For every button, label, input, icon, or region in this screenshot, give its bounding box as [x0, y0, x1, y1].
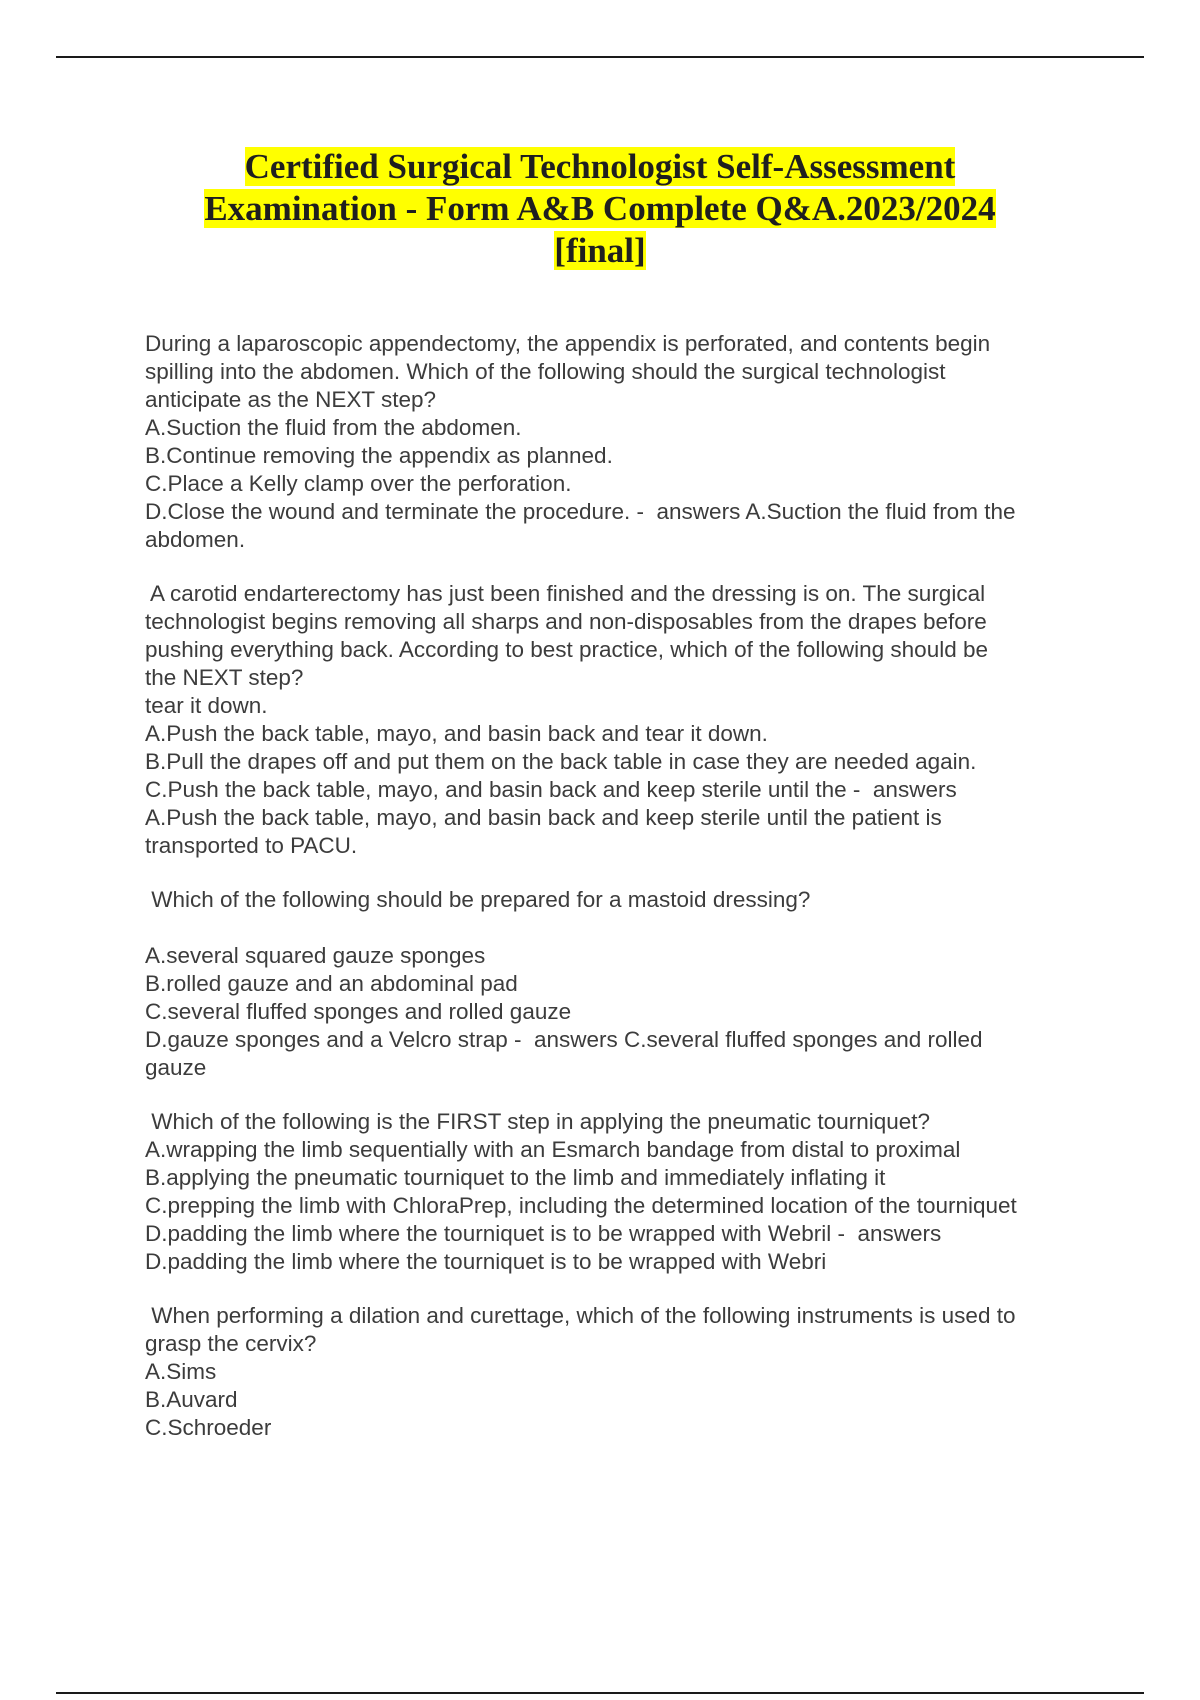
answer-option: A.Push the back table, mayo, and basin back and tear it down.	[145, 721, 768, 746]
answer-text: gauze	[145, 1055, 207, 1080]
spacer	[145, 554, 1090, 580]
answer-option: C.Schroeder	[145, 1415, 272, 1440]
question-block	[145, 330, 1090, 554]
title-line: [final]	[554, 231, 646, 270]
question-line: grasp the cervix?	[145, 1331, 317, 1356]
blank-line	[145, 914, 1090, 942]
question-line: Which of the following should be prepared for a mastoid dressing?	[145, 887, 811, 912]
spacer	[145, 1276, 1090, 1302]
footer-rule	[56, 1692, 1144, 1694]
answer-option: A.Sims	[145, 1359, 217, 1384]
question-line: During a laparoscopic appendectomy, the appendix is perforated, and contents begin	[145, 331, 991, 356]
answer-option: B.Pull the drapes off and put them on the back table in case they are needed again.	[145, 749, 977, 774]
answer-option: D.Close the wound and terminate the procedure. - answers A.Suction the fluid from the	[145, 499, 1016, 524]
answer-option: C.Place a Kelly clamp over the perforation.	[145, 471, 572, 496]
answer-option: C.several fluffed sponges and rolled gauze	[145, 999, 572, 1024]
answer-option: C.Push the back table, mayo, and basin back and keep sterile until the - answers	[145, 777, 957, 802]
answer-text: A.Push the back table, mayo, and basin back and keep sterile until the patient is	[145, 805, 942, 830]
question-line: pushing everything back. According to best practice, which of the following should be	[145, 637, 989, 662]
question-block	[145, 580, 1090, 860]
title-line: Certified Surgical Technologist Self-Assessment	[244, 147, 956, 186]
question-line: anticipate as the NEXT step?	[145, 387, 437, 412]
answer-text: transported to PACU.	[145, 833, 358, 858]
spacer	[145, 860, 1090, 886]
answer-text: D.padding the limb where the tourniquet is to be wrapped with Webri	[145, 1249, 827, 1274]
answer-option: A.several squared gauze sponges	[145, 943, 486, 968]
spacer	[145, 1082, 1090, 1108]
question-block	[145, 1108, 1090, 1276]
question-line: Which of the following is the FIRST step in applying the pneumatic tourniquet?	[145, 1109, 931, 1134]
question-list	[145, 330, 1090, 1442]
header-rule	[56, 56, 1144, 58]
answer-option: D.padding the limb where the tourniquet is to be wrapped with Webril - answers	[145, 1221, 942, 1246]
answer-option: B.rolled gauze and an abdominal pad	[145, 971, 518, 996]
question-line: spilling into the abdomen. Which of the following should the surgical technologist	[145, 359, 946, 384]
answer-text: abdomen.	[145, 527, 246, 552]
question-line: tear it down.	[145, 693, 268, 718]
answer-option: C.prepping the limb with ChloraPrep, including the determined location of the tourniquet	[145, 1193, 1017, 1218]
document-title	[100, 146, 1100, 272]
answer-option: B.Continue removing the appendix as planned.	[145, 443, 613, 468]
question-line: technologist begins removing all sharps and non-disposables from the drapes before	[145, 609, 987, 634]
question-line: When performing a dilation and curettage, which of the following instruments is used to	[145, 1303, 1016, 1328]
question-line: the NEXT step?	[145, 665, 304, 690]
answer-option: B.Auvard	[145, 1387, 238, 1412]
question-block	[145, 1302, 1090, 1442]
question-line: A carotid endarterectomy has just been finished and the dressing is on. The surgical	[145, 581, 986, 606]
question-block	[145, 886, 1090, 1082]
answer-option: B.applying the pneumatic tourniquet to the limb and immediately inflating it	[145, 1165, 886, 1190]
answer-option: D.gauze sponges and a Velcro strap - answers C.several fluffed sponges and rolled	[145, 1027, 983, 1052]
answer-option: A.wrapping the limb sequentially with an Esmarch bandage from distal to proximal	[145, 1137, 961, 1162]
title-line: Examination - Form A&B Complete Q&A.2023/2024	[204, 189, 996, 228]
answer-option: A.Suction the fluid from the abdomen.	[145, 415, 522, 440]
